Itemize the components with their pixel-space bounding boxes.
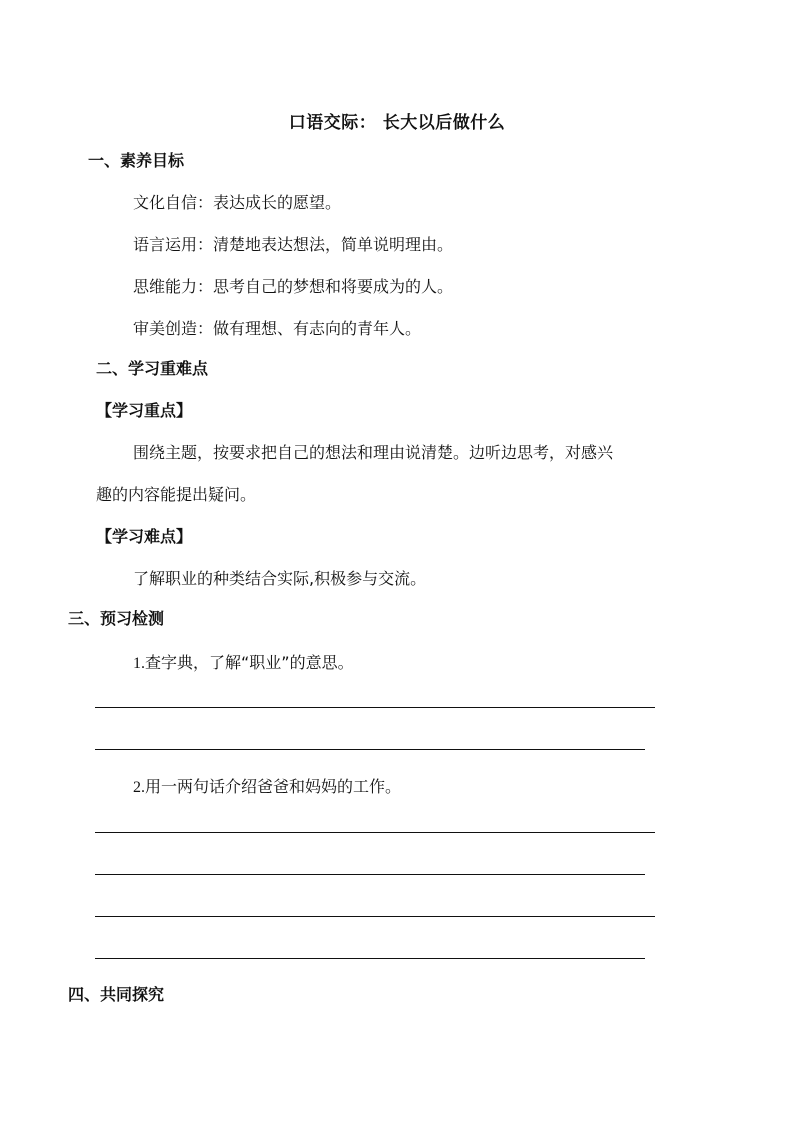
question-2 bbox=[133, 774, 401, 797]
question-2-number: 2. bbox=[133, 779, 145, 796]
question-1-text: 查字典，了解“职业”的意思。 bbox=[145, 653, 354, 672]
focus-label: 【学习重点】 bbox=[96, 401, 193, 420]
section-heading-preview: 三、预习检测 bbox=[68, 609, 165, 628]
answer-line bbox=[95, 832, 655, 833]
section-heading-key-points: 二、学习重难点 bbox=[96, 359, 209, 378]
goal-item: 思维能力：思考自己的梦想和将要成为的人。 bbox=[133, 277, 454, 296]
difficulty-text: 了解职业的种类结合实际,积极参与交流。 bbox=[133, 569, 427, 588]
document-title: 口语交际： 长大以后做什么 bbox=[288, 113, 506, 133]
focus-text: 围绕主题，按要求把自己的想法和理由说清楚。边听边思考，对感兴 bbox=[133, 443, 614, 462]
answer-line bbox=[95, 916, 655, 917]
question-2-text: 用一两句话介绍爸爸和妈妈的工作。 bbox=[145, 777, 402, 796]
focus-text-continued: 趣的内容能提出疑问。 bbox=[96, 485, 257, 504]
question-1 bbox=[133, 650, 354, 673]
goal-item: 文化自信：表达成长的愿望。 bbox=[133, 193, 342, 212]
goal-item: 语言运用：清楚地表达想法，简单说明理由。 bbox=[133, 235, 454, 254]
answer-line bbox=[95, 874, 645, 875]
question-1-number: 1. bbox=[133, 655, 145, 672]
answer-line bbox=[95, 749, 645, 750]
section-heading-goals: 一、素养目标 bbox=[88, 151, 185, 170]
answer-line bbox=[95, 707, 655, 708]
difficulty-label: 【学习难点】 bbox=[96, 527, 193, 546]
section-heading-explore: 四、共同探究 bbox=[68, 985, 165, 1004]
answer-line bbox=[95, 958, 645, 959]
goal-item: 审美创造：做有理想、有志向的青年人。 bbox=[133, 319, 422, 338]
